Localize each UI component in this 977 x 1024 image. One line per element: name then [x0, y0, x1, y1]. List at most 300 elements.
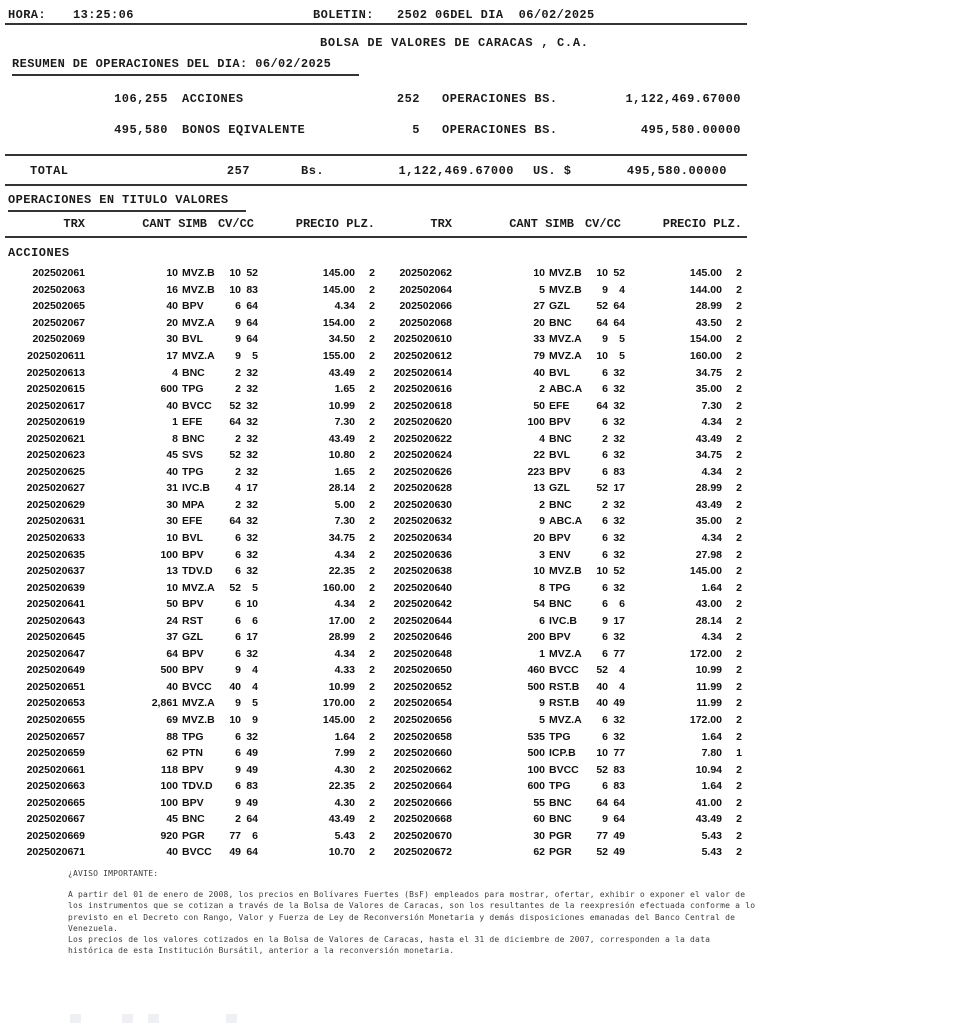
cell-qty: 60 [533, 813, 545, 826]
cell-cv: 9 [235, 350, 241, 362]
cell-precio: 145.00 [322, 714, 355, 727]
col-cant: CANT SIMB [509, 217, 574, 231]
cell-qty: 79 [533, 350, 545, 362]
cell-trx: 2025020651 [26, 680, 85, 693]
cell-plz: 2 [369, 449, 375, 462]
cell-precio: 4.34 [334, 300, 355, 313]
cell-cc: 32 [246, 548, 258, 561]
cell-simb: MPA [182, 498, 205, 511]
cell-precio: 34.75 [695, 449, 722, 462]
cell-qty: 30 [166, 498, 178, 511]
cell-cv: 52 [596, 300, 608, 313]
cell-qty: 22 [533, 449, 545, 462]
table-row [8, 596, 968, 613]
cell-cc: 83 [613, 465, 625, 478]
table-row [8, 612, 968, 629]
cell-cv: 64 [596, 399, 608, 412]
cell-cv: 6 [602, 515, 608, 528]
cell-trx: 2025020620 [393, 416, 452, 429]
table-row [8, 464, 968, 481]
cell-precio: 35.00 [695, 515, 722, 528]
cell-plz: 2 [369, 614, 375, 627]
cell-simb: MVZ.B [549, 267, 582, 280]
col-cvcc: CV/CC [217, 217, 254, 231]
cell-plz: 2 [369, 846, 375, 859]
cell-simb: TPG [182, 465, 204, 478]
cell-plz: 2 [736, 846, 742, 859]
cell-cc: 32 [246, 730, 258, 743]
header-rule [5, 23, 747, 25]
table-row [8, 795, 968, 812]
cell-cc: 5 [252, 581, 258, 594]
cell-precio: 1.65 [334, 383, 355, 396]
cell-cc: 6 [252, 829, 258, 842]
row-left-half [8, 433, 375, 445]
cell-trx: 2025020626 [393, 465, 452, 478]
cell-precio: 5.43 [334, 829, 355, 842]
cell-cc: 32 [613, 581, 625, 594]
total-row [0, 164, 977, 179]
cell-trx: 2025020613 [26, 366, 85, 379]
cell-simb: BVCC [182, 399, 212, 412]
cell-trx: 2025020644 [393, 614, 452, 627]
table-row [8, 662, 968, 679]
cell-cc: 4 [619, 664, 625, 677]
row-left-half [8, 416, 375, 428]
row-left-half [8, 367, 375, 379]
cell-plz: 2 [736, 565, 742, 578]
row-left-half [8, 681, 375, 693]
cell-cv: 64 [229, 416, 241, 429]
row-right-half [375, 598, 742, 610]
cell-precio: 4.30 [334, 796, 355, 809]
row-right-half [375, 764, 742, 776]
cell-cv: 52 [596, 664, 608, 677]
cell-qty: 16 [166, 283, 178, 296]
table-row [8, 728, 968, 745]
table-row [8, 447, 968, 464]
total-bs-amount: 1,122,469.67000 [398, 164, 514, 178]
cell-simb: BNC [549, 813, 572, 826]
cell-simb: EFE [182, 416, 203, 429]
cell-cv: 40 [596, 697, 608, 710]
cell-precio: 10.94 [695, 763, 722, 776]
summary-qty: 106,255 [114, 92, 168, 106]
row-left-half [8, 400, 375, 412]
row-left-half [8, 582, 375, 594]
cell-simb: MVZ.A [182, 316, 215, 329]
column-headers-right [375, 217, 742, 231]
cell-precio: 154.00 [322, 316, 355, 329]
cell-cv: 9 [235, 664, 241, 677]
cell-precio: 7.30 [334, 515, 355, 528]
cell-cv: 10 [596, 350, 608, 362]
cell-plz: 2 [369, 829, 375, 842]
cell-simb: GZL [549, 482, 570, 495]
cell-cv: 6 [235, 548, 241, 561]
cell-plz: 2 [369, 465, 375, 478]
cell-qty: 500 [527, 747, 545, 760]
cell-plz: 2 [736, 416, 742, 429]
cell-plz: 2 [369, 432, 375, 445]
cell-cc: 32 [246, 565, 258, 578]
cell-qty: 40 [166, 846, 178, 859]
cell-cv: 77 [229, 829, 241, 842]
row-right-half [375, 300, 742, 312]
cell-simb: MVZ.B [549, 283, 582, 296]
resumen-heading: RESUMEN DE OPERACIONES DEL DIA: 06/02/2025 [12, 57, 359, 76]
cell-precio: 10.80 [328, 449, 355, 462]
cell-simb: SVS [182, 449, 204, 462]
cell-simb: BNC [549, 498, 572, 511]
cell-cv: 9 [602, 614, 608, 627]
row-right-half [375, 747, 742, 759]
cell-plz: 2 [369, 565, 375, 578]
cell-trx: 2025020622 [393, 432, 452, 445]
cell-trx: 2025020667 [26, 813, 85, 826]
cell-cc: 49 [613, 829, 625, 842]
cell-cv: 6 [602, 532, 608, 545]
cell-trx: 202502069 [32, 333, 85, 346]
row-left-half [8, 846, 375, 858]
row-left-half [8, 565, 375, 577]
cell-cc: 32 [246, 465, 258, 478]
cell-trx: 202502061 [32, 267, 85, 280]
cell-cv: 9 [235, 763, 241, 776]
cell-cc: 6 [252, 614, 258, 627]
cell-plz: 2 [736, 399, 742, 412]
cell-plz: 2 [736, 350, 742, 362]
cell-plz: 2 [736, 664, 742, 677]
cell-trx: 2025020637 [26, 565, 85, 578]
table-row [8, 811, 968, 828]
cell-qty: 62 [533, 846, 545, 859]
cell-qty: 20 [533, 316, 545, 329]
table-row [8, 265, 968, 282]
cell-cc: 32 [613, 498, 625, 511]
cell-trx: 2025020670 [393, 829, 452, 842]
cell-cc: 32 [246, 383, 258, 396]
cell-precio: 4.30 [334, 763, 355, 776]
cell-simb: PGR [549, 846, 572, 859]
summary-name: BONOS EQIVALENTE [182, 123, 306, 137]
cell-qty: 20 [533, 532, 545, 545]
table-row [8, 778, 968, 795]
cell-qty: 55 [533, 796, 545, 809]
cell-cc: 32 [613, 416, 625, 429]
total-rule-bottom [5, 184, 747, 186]
cell-cv: 6 [235, 565, 241, 578]
cell-plz: 2 [369, 730, 375, 743]
row-left-half [8, 333, 375, 345]
cell-plz: 2 [369, 300, 375, 313]
cell-qty: 30 [166, 515, 178, 528]
cell-trx: 2025020659 [26, 747, 85, 760]
cell-precio: 155.00 [322, 350, 355, 362]
cell-trx: 2025020669 [26, 829, 85, 842]
cell-precio: 4.34 [334, 548, 355, 561]
table-row [8, 530, 968, 547]
row-right-half [375, 400, 742, 412]
cell-plz: 2 [369, 383, 375, 396]
cell-trx: 202502065 [32, 300, 85, 313]
cell-trx: 2025020662 [393, 763, 452, 776]
cell-plz: 2 [736, 465, 742, 478]
cell-trx: 2025020627 [26, 482, 85, 495]
cell-cv: 9 [235, 333, 241, 346]
cell-trx: 2025020668 [393, 813, 452, 826]
table-row [8, 513, 968, 530]
cell-cv: 6 [602, 366, 608, 379]
cell-precio: 144.00 [689, 283, 722, 296]
cell-qty: 4 [539, 432, 545, 445]
cell-precio: 34.75 [328, 532, 355, 545]
cell-plz: 2 [369, 366, 375, 379]
cell-plz: 2 [369, 796, 375, 809]
cell-cc: 10 [246, 598, 258, 611]
cell-trx: 2025020672 [393, 846, 452, 859]
cell-plz: 2 [736, 680, 742, 693]
cell-trx: 2025020614 [393, 366, 452, 379]
cell-qty: 8 [539, 581, 545, 594]
cell-cv: 6 [602, 383, 608, 396]
cell-cv: 52 [229, 449, 241, 462]
cell-plz: 2 [736, 598, 742, 611]
cell-plz: 2 [736, 548, 742, 561]
cell-cc: 32 [613, 432, 625, 445]
cell-precio: 43.00 [695, 598, 722, 611]
cell-trx: 2025020616 [393, 383, 452, 396]
cell-trx: 2025020635 [26, 548, 85, 561]
cell-plz: 2 [736, 316, 742, 329]
cell-simb: BPV [182, 647, 204, 660]
trades-table-body [8, 265, 968, 861]
cell-cc: 64 [613, 796, 625, 809]
cell-plz: 1 [736, 747, 742, 760]
cell-cv: 6 [602, 780, 608, 793]
cell-plz: 2 [736, 532, 742, 545]
cell-qty: 600 [160, 383, 178, 396]
cell-precio: 10.99 [328, 399, 355, 412]
cell-trx: 2025020636 [393, 548, 452, 561]
cell-cv: 6 [235, 647, 241, 660]
cell-precio: 41.00 [695, 796, 722, 809]
cell-qty: 4 [172, 366, 178, 379]
table-row [8, 546, 968, 563]
cell-cv: 2 [235, 813, 241, 826]
cell-simb: MVZ.A [549, 647, 582, 660]
cell-simb: ABC.A [549, 515, 583, 528]
cell-simb: BPV [182, 664, 204, 677]
cell-trx: 2025020646 [393, 631, 452, 644]
cell-plz: 2 [369, 598, 375, 611]
cell-cc: 32 [246, 416, 258, 429]
cell-plz: 2 [736, 829, 742, 842]
table-row [8, 331, 968, 348]
row-left-half [8, 664, 375, 676]
cell-trx: 2025020615 [26, 383, 85, 396]
cell-simb: BVCC [182, 846, 212, 859]
row-left-half [8, 780, 375, 792]
cell-qty: 223 [527, 465, 545, 478]
total-usd-label: US. $ [533, 164, 572, 178]
cell-trx: 2025020625 [26, 465, 85, 478]
row-right-half [375, 267, 742, 279]
cell-precio: 4.34 [701, 532, 722, 545]
row-right-half [375, 367, 742, 379]
cell-plz: 2 [736, 780, 742, 793]
cell-plz: 2 [369, 763, 375, 776]
cell-cv: 6 [235, 532, 241, 545]
cell-cc: 4 [252, 680, 258, 693]
cell-cv: 6 [602, 631, 608, 644]
row-left-half [8, 747, 375, 759]
row-right-half [375, 681, 742, 693]
cell-plz: 2 [369, 714, 375, 727]
cell-qty: 20 [166, 316, 178, 329]
cell-qty: 45 [166, 813, 178, 826]
cell-cc: 5 [252, 697, 258, 710]
hora-label: HORA: [8, 8, 47, 22]
cell-simb: GZL [549, 300, 570, 313]
cell-simb: BVL [549, 366, 570, 379]
cell-trx: 2025020645 [26, 631, 85, 644]
summary-amount: 1,122,469.67000 [625, 92, 741, 106]
cell-cc: 6 [619, 598, 625, 611]
cell-cc: 32 [246, 515, 258, 528]
cell-simb: BVCC [182, 680, 212, 693]
table-row [8, 646, 968, 663]
cell-cc: 52 [613, 565, 625, 578]
cell-plz: 2 [369, 780, 375, 793]
cell-cv: 6 [602, 581, 608, 594]
cell-trx: 2025020654 [393, 697, 452, 710]
cell-precio: 5.00 [334, 498, 355, 511]
cell-plz: 2 [736, 730, 742, 743]
cell-simb: RST.B [549, 680, 580, 693]
cell-plz: 2 [736, 498, 742, 511]
legal-line: histórica de esta Institución Bursátil, anterior a la reconversión monetaria. [68, 946, 455, 956]
row-left-half [8, 350, 375, 362]
row-left-half [8, 813, 375, 825]
cell-precio: 160.00 [689, 350, 722, 362]
cell-precio: 11.99 [696, 697, 722, 710]
cell-cv: 10 [229, 267, 241, 280]
cell-cc: 4 [252, 664, 258, 677]
cell-precio: 154.00 [689, 333, 722, 346]
cell-cv: 52 [229, 399, 241, 412]
cell-cv: 10 [596, 747, 608, 760]
table-column-headers [8, 217, 742, 231]
cell-plz: 2 [736, 614, 742, 627]
cell-qty: 500 [527, 680, 545, 693]
cell-precio: 1.64 [701, 730, 722, 743]
row-left-half [8, 449, 375, 461]
cell-simb: TDV.D [182, 565, 213, 578]
scan-artifact [122, 1014, 133, 1023]
cell-qty: 8 [172, 432, 178, 445]
cell-cv: 6 [602, 598, 608, 611]
cell-cv: 2 [602, 432, 608, 445]
cell-cc: 32 [246, 449, 258, 462]
cell-simb: EFE [182, 515, 203, 528]
table-row [8, 298, 968, 315]
cell-cv: 6 [235, 300, 241, 313]
cell-trx: 2025020647 [26, 647, 85, 660]
cell-precio: 4.34 [334, 598, 355, 611]
cell-simb: BVCC [549, 664, 579, 677]
cell-simb: TPG [549, 581, 571, 594]
scan-artifact [148, 1014, 159, 1023]
cell-qty: 40 [166, 465, 178, 478]
cell-trx: 202502064 [399, 283, 452, 296]
cell-cc: 32 [613, 631, 625, 644]
cell-plz: 2 [736, 714, 742, 727]
cell-cc: 17 [613, 482, 625, 495]
cell-trx: 2025020640 [393, 581, 452, 594]
cell-qty: 40 [166, 300, 178, 313]
cell-plz: 2 [736, 647, 742, 660]
cell-qty: 535 [527, 730, 545, 743]
cell-plz: 2 [369, 399, 375, 412]
cell-precio: 43.49 [695, 813, 722, 826]
cell-simb: RST.B [549, 697, 580, 710]
row-right-half [375, 697, 742, 709]
scan-artifact [226, 1014, 237, 1023]
cell-simb: GZL [182, 631, 203, 644]
cell-precio: 10.70 [328, 846, 355, 859]
cell-simb: BPV [182, 763, 204, 776]
row-left-half [8, 598, 375, 610]
cell-plz: 2 [369, 548, 375, 561]
cell-cc: 32 [613, 366, 625, 379]
cell-cc: 32 [613, 515, 625, 528]
cell-simb: BNC [549, 432, 572, 445]
cell-simb: BPV [182, 598, 204, 611]
cell-cc: 64 [246, 846, 258, 859]
table-row [8, 695, 968, 712]
cell-qty: 31 [166, 482, 178, 495]
cell-trx: 2025020643 [26, 614, 85, 627]
row-right-half [375, 631, 742, 643]
cell-cc: 32 [246, 647, 258, 660]
cell-qty: 33 [533, 333, 545, 346]
cell-cc: 83 [613, 763, 625, 776]
cell-trx: 2025020639 [26, 581, 85, 594]
cell-cc: 32 [246, 532, 258, 545]
cell-cc: 49 [613, 697, 625, 710]
row-right-half [375, 383, 742, 395]
cell-cv: 4 [235, 482, 241, 495]
cell-precio: 22.35 [328, 565, 355, 578]
cell-precio: 1.65 [334, 465, 355, 478]
cell-qty: 2,861 [151, 697, 178, 710]
cell-simb: PGR [549, 829, 572, 842]
cell-plz: 2 [369, 283, 375, 296]
row-right-half [375, 846, 742, 858]
cell-cv: 6 [235, 730, 241, 743]
cell-qty: 27 [533, 300, 545, 313]
col-trx: TRX [63, 217, 85, 231]
cell-precio: 34.50 [328, 333, 355, 346]
cell-trx: 202502062 [399, 267, 452, 280]
cell-precio: 10.99 [695, 664, 722, 677]
cell-cv: 10 [596, 267, 608, 280]
cell-plz: 2 [736, 366, 742, 379]
table-row [8, 579, 968, 596]
cell-plz: 2 [369, 680, 375, 693]
cell-simb: ICP.B [549, 747, 576, 760]
